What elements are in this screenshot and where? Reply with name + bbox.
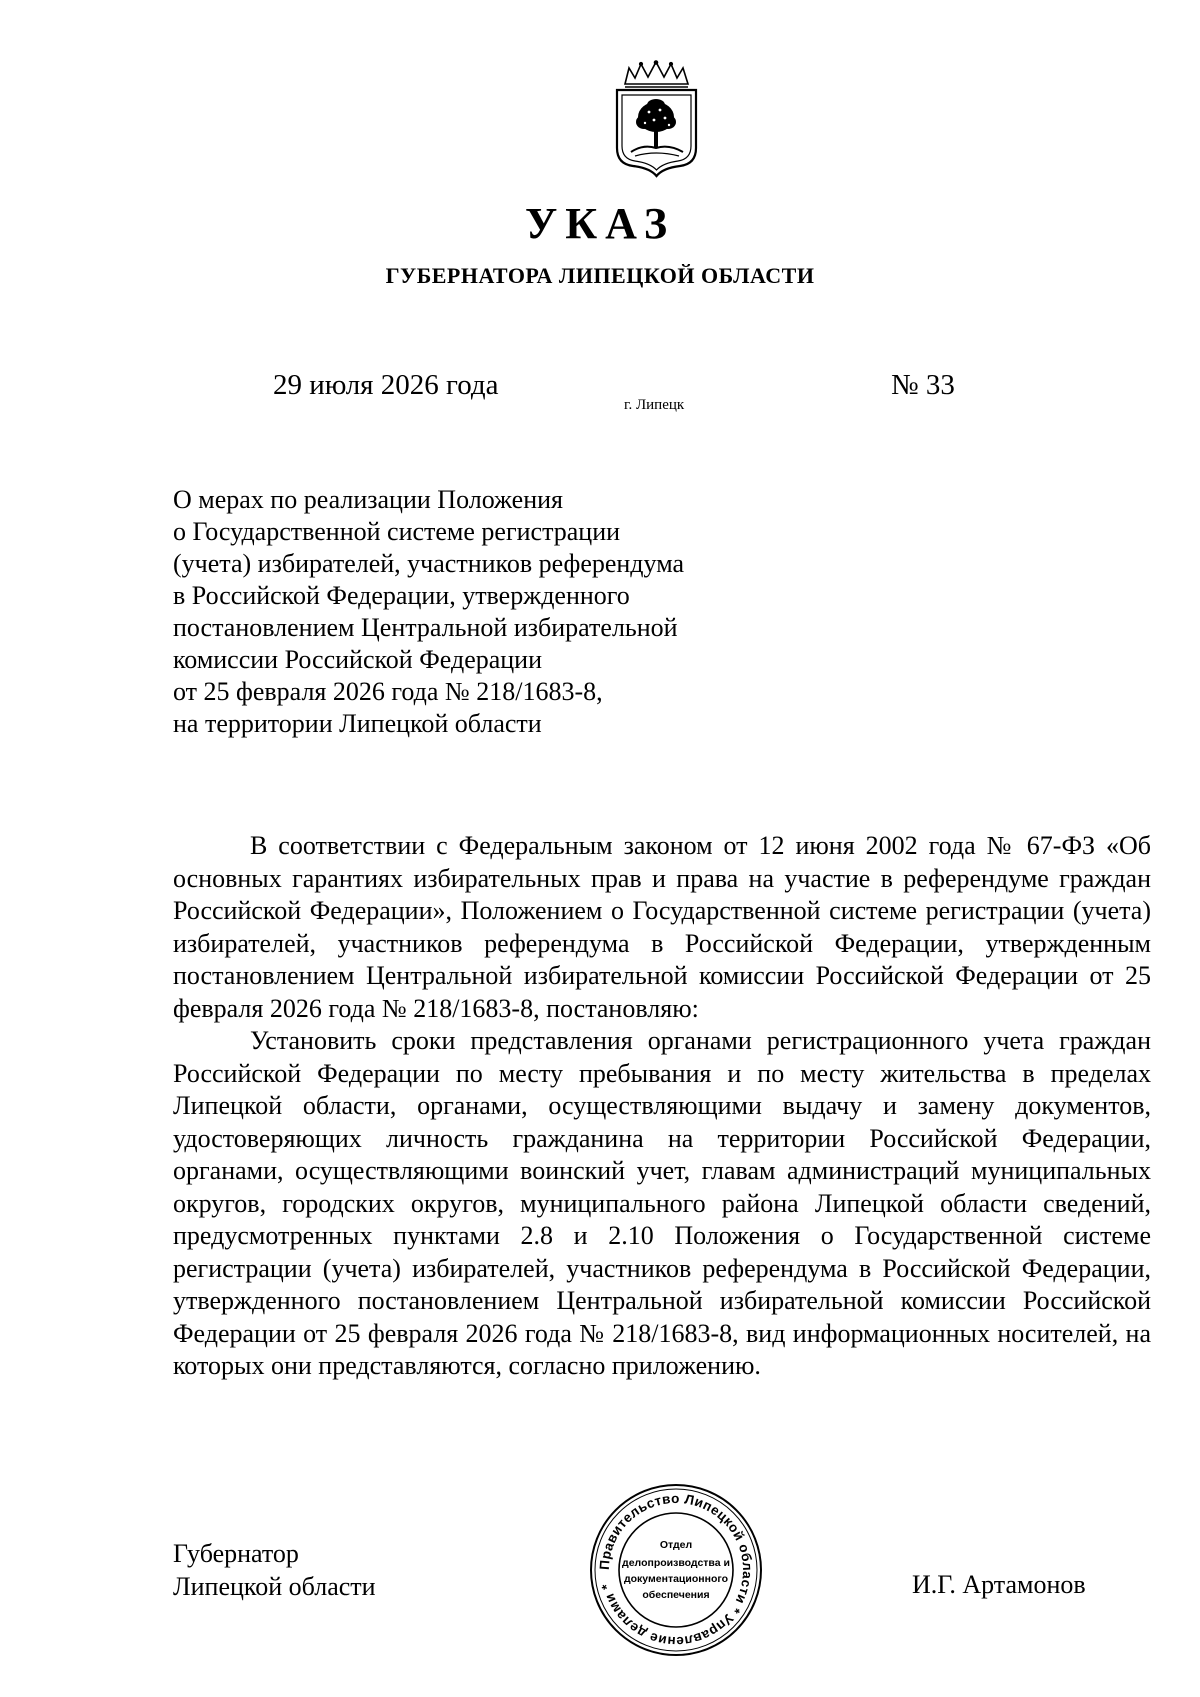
heading-line: постановлением Центральной избирательной bbox=[173, 613, 678, 642]
stamp-ring-text: Правительство Липецкой области * Управление делами * bbox=[596, 1490, 756, 1650]
decree-heading bbox=[173, 484, 793, 740]
heading-line: О мерах по реализации Положения bbox=[173, 485, 563, 514]
body-paragraph: Установить сроки представления органами регистрационного учета граждан Российской Федерации по месту пребывания и по месту жительства в пределах Липецкой области, органами, осуществляющими выдачу и замену документов, удостоверяющих личность гражданина на территории Российской Федерации, органами, осуществляющими воинский учет, главам администраций муниципальных округов, городских округов, муниципального района Липецкой области сведений, предусмотренных пунктами 2.8 и 2.10 Положения о Государственной системе регистрации (учета) избирателей, участников референдума в Российской Федерации, утвержденного постановлением Центральной избирательной комиссии Российской Федерации от 25 февраля 2026 года № 218/1683-8, вид информационных носителей, на которых они представляются, согласно приложению. bbox=[173, 1026, 1151, 1380]
document-subtitle: ГУБЕРНАТОРА ЛИПЕЦКОЙ ОБЛАСТИ bbox=[385, 263, 815, 288]
decree-date: 29 июля 2026 года bbox=[273, 369, 499, 401]
signatory-position bbox=[173, 1537, 376, 1603]
heading-line: в Российской Федерации, утвержденного bbox=[173, 581, 630, 610]
document-title: УКАЗ bbox=[524, 199, 676, 248]
lipetsk-region-coat-of-arms-icon bbox=[611, 60, 702, 178]
body-paragraph: В соответствии с Федеральным законом от 12 июня 2002 года № 67-ФЗ «Об основных гарантиях избирательных прав и права на участие в референдуме граждан Российской Федерации», Положением о Государственной системе регистрации (учета) избирателей, участников референдума в Российской Федерации, утвержденным постановлением Центральной избирательной комиссии Российской Федерации от 25 февраля 2026 года № 218/1683-8, постановляю: bbox=[173, 831, 1151, 1023]
heading-line: о Государственной системе регистрации bbox=[173, 517, 621, 546]
heading-line: на территории Липецкой области bbox=[173, 709, 542, 738]
stamp-center-line: обеспечения bbox=[642, 1589, 710, 1601]
svg-text:Правительство Липецкой области bbox=[597, 1491, 755, 1649]
signatory-position-line: Липецкой области bbox=[173, 1572, 376, 1601]
heading-line: комиссии Российской Федерации bbox=[173, 645, 543, 674]
decree-number: № 33 bbox=[891, 369, 955, 401]
heading-line: от 25 февраля 2026 года № 218/1683-8, bbox=[173, 677, 603, 706]
signatory-position-line: Губернатор bbox=[173, 1539, 299, 1568]
stamp-center-line: документационного bbox=[623, 1573, 729, 1585]
stamp-center-line: делопроизводства и bbox=[622, 1557, 730, 1569]
stamp-center-line: Отдел bbox=[659, 1539, 693, 1551]
decree-city: г. Липецк bbox=[624, 397, 685, 413]
signatory-name: И.Г. Артамонов bbox=[912, 1570, 1086, 1599]
heading-line: (учета) избирателей, участников референдума bbox=[173, 549, 685, 578]
official-stamp bbox=[588, 1482, 764, 1658]
decree-body bbox=[173, 830, 1151, 1383]
